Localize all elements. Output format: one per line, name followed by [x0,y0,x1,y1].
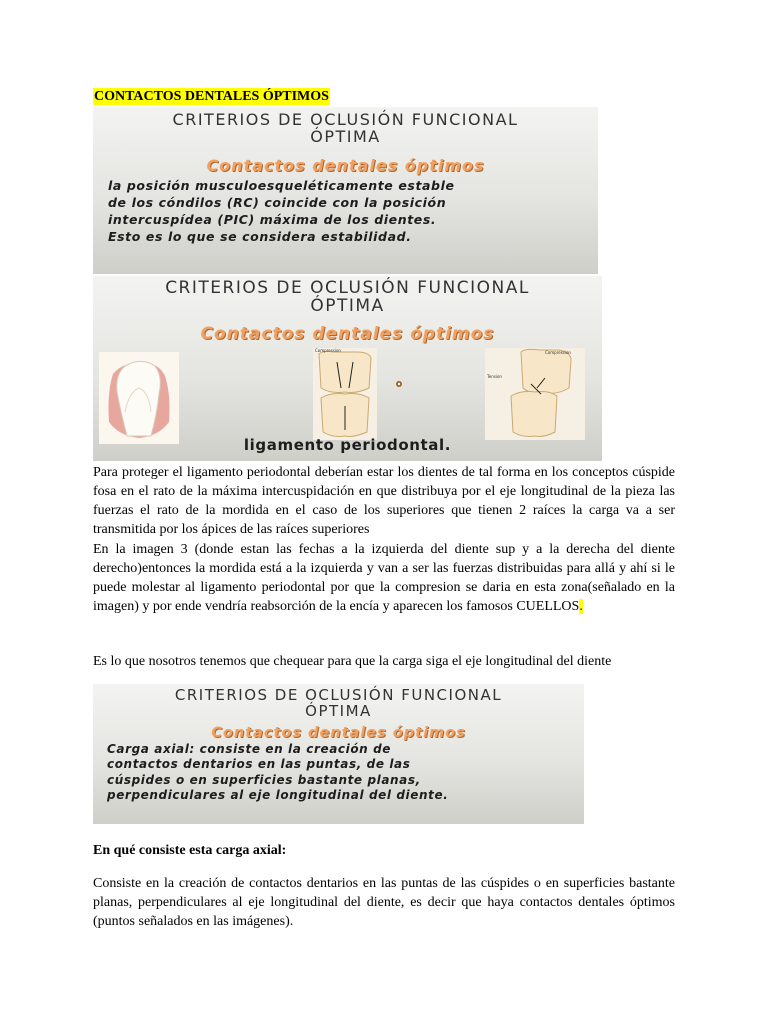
slide-body [93,742,584,804]
slide-subtitle: Contactos dentales óptimos [200,323,495,344]
slide-title-line1: CRITERIOS DE OCLUSIÓN FUNCIONAL [165,278,530,298]
slide-title-line2: ÓPTIMA [305,701,372,720]
slide-body-line: cúspides o en superficies bastante planas, [107,772,421,787]
slide-title [93,276,602,316]
tooth-cross-section-figure [99,352,179,444]
slide-body-line: Esto es lo que se considera estabilidad. [108,228,412,244]
slide-subtitle: Contactos dentales óptimos [211,724,466,741]
marker-dot-icon [395,380,403,388]
body-paragraph [93,540,675,616]
occlusion-figure-centric [313,348,377,440]
slide-body-line: Carga axial: consiste en la creación de [107,741,392,756]
section-question: En qué consiste esta carga axial: [93,843,287,858]
slide-body-line: la posición musculoesqueléticamente estable [108,177,455,193]
slide-body [93,177,598,245]
body-paragraph: Es lo que nosotros tenemos que chequear para que la carga siga el eje longitudinal del diente [93,654,612,669]
slide-body-line: perpendiculares al eje longitudinal del diente. [107,788,449,802]
slide-title-line2: ÓPTIMA [310,126,381,146]
slide-image-3 [93,684,584,824]
slide-title-line1: CRITERIOS DE OCLUSIÓN FUNCIONAL [174,686,503,704]
slide-image-1 [93,107,598,274]
figure-label: Compression [315,348,341,353]
slide-title [93,107,598,146]
slide-caption: ligamento periodontal. [243,436,452,454]
slide-body-line: intercuspídea (PIC) máxima de los dientes. [108,211,437,227]
highlighted-period: . [579,599,583,614]
slide-body-line: de los cóndilos (RC) coincide con la posición [108,194,447,210]
figure-label: Compression [545,350,571,355]
document-heading: CONTACTOS DENTALES ÓPTIMOS [94,89,329,104]
paragraph-text: En la imagen 3 (donde estan las fechas a la izquierda del diente sup y a la derecha del diente derecho)entonces la mordida está a la izquierda y van a ser las fuerzas distribuidas para allá y ahí si le puede molestar al ligamento periodontal por que la compresion se daria en esta zona(señalado en la imagen) y por ende vendría reabsorción de la encía y aparecen los famosos CUELLOS [93,542,675,614]
slide-image-2 [93,276,602,461]
figure-label: Tension [487,374,502,379]
body-paragraph: Para proteger el ligamento periodontal deberían estar los dientes de tal forma en los conceptos cúspide fosa en el rato de la máxima intercuspidación en que distribuya por el eje longitudinal de la pieza las fuerzas el rato de la mordida en el caso de los superiores que tienen 2 raíces la carga va a ser transmitida por los ápices de las raíces superiores [93,465,675,537]
slide-title-line1: CRITERIOS DE OCLUSIÓN FUNCIONAL [172,110,519,129]
slide-title [93,684,584,720]
body-paragraph: Consiste en la creación de contactos dentarios en las puntas de las cúspides o en superficies bastante planas, perpendiculares al eje longitudinal del diente, es decir que haya contactos dentales óptimos (puntos señalados en las imágenes). [93,876,675,929]
slide-body-line: contactos dentarios en las puntas, de las [107,757,411,771]
occlusion-figure-lateral [485,348,585,440]
slide-subtitle: Contactos dentales óptimos [206,155,485,175]
slide-title-line2: ÓPTIMA [310,295,385,316]
